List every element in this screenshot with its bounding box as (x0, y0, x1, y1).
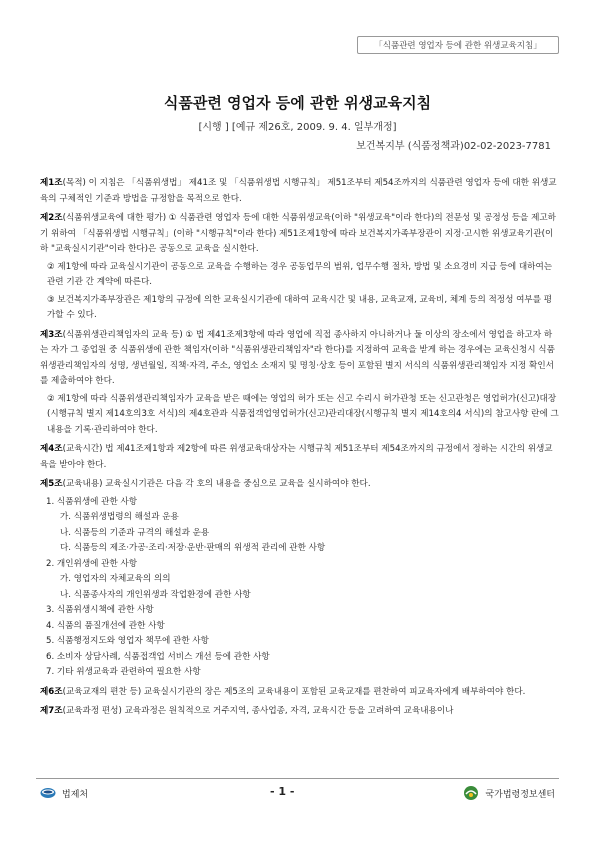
page-footer (40, 785, 555, 803)
list-subitem: 가. 영업자의 자체교육의 의의 (60, 574, 171, 584)
list-item: 4. 식품의 품질개선에 관한 사항 (46, 620, 165, 631)
footer-left-label: 법제처 (62, 789, 89, 800)
page-number: - 1 - (270, 785, 295, 798)
list-subitem: 가. 식품위생법령의 해설과 운용 (60, 512, 179, 522)
document-body (40, 176, 560, 724)
moleg-logo-icon (40, 785, 56, 801)
list-item: 2. 개인위생에 관한 사항 (46, 558, 138, 569)
list-subitem: 나. 식품등의 기준과 규격의 해설과 운용 (60, 527, 210, 538)
article-5: 제5조(교육내용) 교육실시기관은 다음 각 호의 내용을 중심으로 교육을 실시하여야 한다. 1. 식품위생에 관한 사항 가. 식품위생법령의 해설과 운용 나. 식품등의 기준과 규격의 해설과 운용 다. 식품등의 제조·가공·조리·저장·운반·판매의 위생적 관리에 관한 사항 2. 개인위생에 관한 사항 가. 영업자의 자체교육의 의의 나. 식품종사자의 개인위생과 작업환경에 관한 사항 3. 식품위생시책에 관한 사항 4. 식품의 품질개선에 관한 사항 5. 식품행정지도와 영업자 책무에 관한 사항 6. 소비자 상담사례, 식품접객업 서비스 개선 등에 관한 사항 7. 기타 위생교육과 관련하여 필요한 사항 (40, 477, 560, 681)
article-2-para-2: ② 제1항에 따라 교육실시기관이 공동으로 교육을 수행하는 경우 공동업무의 범위, 업무수행 절차, 방법 및 소요경비 지급 등에 대하여는 관련 기관 간 계약에 따른다. (47, 261, 553, 287)
document-subtitle: [시행 ] [예규 제26호, 2009. 9. 4. 일부개정] (198, 122, 397, 133)
article-4: 제4조(교육시간) 법 제41조제1항과 제2항에 따른 위생교육대상자는 시행규칙 제51조부터 제54조까지의 규정에서 정하는 시간의 위생교육을 받아야 한다. (40, 444, 553, 470)
article-7: 제7조(교육과정 편성) 교육과정은 원칙적으로 거주지역, 종사업종, 자격, 교육시간 등을 고려하여 교육내용이나 (40, 706, 454, 716)
list-subitem: 다. 식품등의 제조·가공·조리·저장·운반·판매의 위생적 관리에 관한 사항 (60, 543, 326, 553)
list-item: 6. 소비자 상담사례, 식품접객업 서비스 개선 등에 관한 사항 (46, 651, 270, 662)
list-item: 7. 기타 위생교육과 관련하여 필요한 사항 (46, 667, 201, 677)
article-1: 제1조(목적) 이 지침은 「식품위생법」 제41조 및 「식품위생법 시행규칙」 제51조부터 제54조까지의 식품관련 영업자 등에 대한 위생교육의 구체적인 기준과 방법을 규정함을 목적으로 한다. (40, 178, 557, 204)
document-title: 식품관련 영업자 등에 관한 위생교육지침 (163, 94, 432, 112)
list-item: 1. 식품위생에 관한 사항 (46, 496, 138, 507)
article-3-para-2: ② 제1항에 따라 식품위생관리책임자가 교육을 받은 때에는 영업의 허가 또는 신고 수리시 허가관청 또는 신고관청은 영업허가(신고)대장(시행규칙 별지 제14호의3호 서식)의 제4호관과 식품접객업영업허가(신고)관리대장(시행규칙 별지 제14호의4 서식)의 참고사항 란에 그 내용을 기록·관리하여야 한다. (47, 393, 559, 435)
ministry-contact: 보건복지부 (식품정책과)02-02-2023-7781 (356, 141, 551, 152)
article-2-para-3: ③ 보건복지가족부장관은 제1항의 규정에 의한 교육실시기관에 대하여 교육시간 및 내용, 교육교재, 교육비, 체계 등의 적정성 여부를 평가할 수 있다. (47, 294, 553, 320)
footer-divider (36, 778, 559, 779)
list-item: 5. 식품행정지도와 영업자 책무에 관한 사항 (46, 636, 209, 646)
article-2: 제2조(식품위생교육에 대한 평가) ① 식품관련 영업자 등에 대한 식품위생교육(이하 "위생교육"이라 한다)의 전문성 및 공정성 등을 제고하기 위하여 「식품위생법 시행규칙」(이하 "시행규칙"이라 한다) 제51조제1항에 따라 보건복지가족부장관이 지정·고시한 위생교육기관(이하 "교육실시기관"이라 한다)은 공동으로 교육을 실시한다. ② 제1항에 따라 교육실시기관이 공동으로 교육을 수행하는 경우 공동업무의 범위, 업무수행 절차, 방법 및 소요경비 지급 등에 대하여는 관련 기관 간 계약에 따른다. ③ 보건복지가족부장관은 제1항의 규정에 의한 교육실시기관에 대하여 교육시간 및 내용, 교육교재, 교육비, 체계 등의 적정성 여부를 평가할 수 있다. (40, 211, 560, 324)
article-3: 제3조(식품위생관리책임자의 교육 등) ① 법 제41조제3항에 따라 영업에 직접 종사하지 아니하거나 둘 이상의 장소에서 영업을 하고자 하는 자가 그 종업원 중 식품위생에 관한 책임자(이하 "식품위생관리책임자"라 한다)를 지정하여 교육을 받게 하는 경우에는 교육신청시 식품위생관리책임자의 성명, 생년월일, 직책·자격, 주소, 영업소 소재지 및 명칭·상호 등이 포함된 별지 서식의 식품위생관리책임자 지정 확인서를 제출하여야 한다. ② 제1항에 따라 식품위생관리책임자가 교육을 받은 때에는 영업의 허가 또는 신고 수리시 허가관청 또는 신고관청은 영업허가(신고)대장(시행규칙 별지 제14호의3호 서식)의 제4호관과 식품접객업영업허가(신고)관리대장(시행규칙 별지 제14호의4 서식)의 참고사항 란에 그 내용을 기록·관리하여야 한다. (40, 328, 560, 439)
list-item: 3. 식품위생시책에 관한 사항 (46, 605, 154, 615)
running-header: 「식품관련 영업자 등에 관한 위생교육지침」 (357, 36, 559, 54)
list-subitem: 나. 식품종사자의 개인위생과 작업환경에 관한 사항 (60, 589, 251, 600)
article-6: 제6조(교육교재의 편찬 등) 교육실시기관의 장은 제5조의 교육내용이 포함된 교육교재를 편찬하여 피교육자에게 배부하여야 한다. (40, 686, 526, 697)
law-center-logo-icon (463, 785, 479, 801)
footer-right-label: 국가법령정보센터 (485, 789, 555, 800)
